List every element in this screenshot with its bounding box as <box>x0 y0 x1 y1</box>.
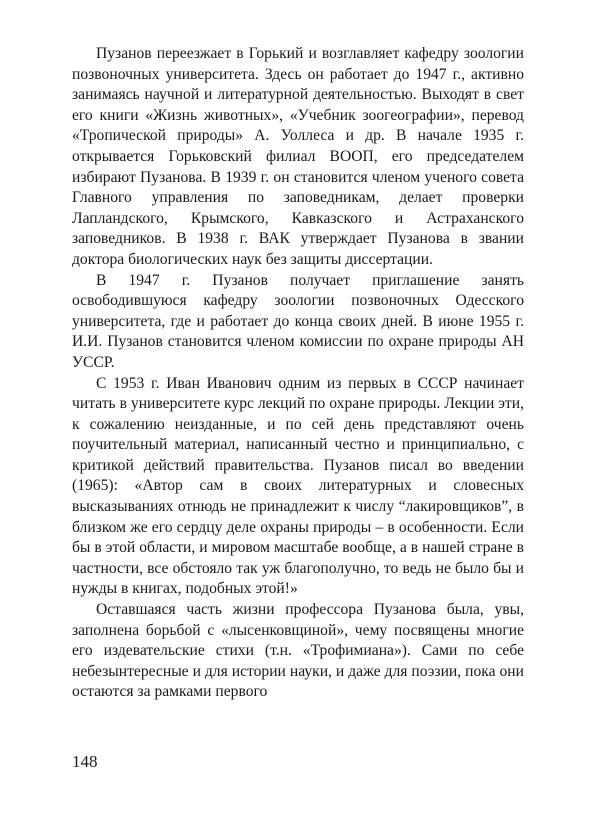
page-number: 148 <box>72 752 98 771</box>
body-text <box>72 44 524 703</box>
paragraph-2: В 1947 г. Пузанов получает приглашение занять освободившуюся кафедру зоологии позвоночных Одесского университета, где и работает до конца своих дней. В июне 1955 г. И.И. Пузанов становится членом комиссии по охране природы АН УССР. <box>72 271 524 371</box>
paragraph-4: Оставшаяся часть жизни профессора Пузанова была, увы, заполнена борьбой с «лысенковщиной», чему посвящены многие его издевательские стихи (т.н. «Трофимиана»). Сами по себе небезынтересные и для истории науки, и даже для поэзии, пока они остаются за рамками первого <box>72 601 524 701</box>
paragraph-3: С 1953 г. Иван Иванович одним из первых в СССР начинает читать в университете курс лекций по охране природы. Лекции эти, к сожалению неизданные, и по сей день представляют очень поучительный материал, написанный честно и принципиально, с критикой действий правительства. Пузанов писал во введении (1965): «Автор сам в своих литературных и словесных высказываниях отнюдь не принадлежит к числу “лакировщиков”, в близком же его сердцу деле охраны природы – в особенности. Если бы в этой области, и мировом масштабе вообще, а в нашей стране в частности, все обстояло так уж благополучно, то ведь не было бы и нужды в книгах, подобных этой!» <box>72 374 524 598</box>
paragraph-1: Пузанов переезжает в Горький и возглавляет кафедру зоологии позвоночных университета. Здесь он работает до 1947 г., активно занимаясь научной и литературной деятельностью. Выходят в свет его книги «Жизнь животных», «Учебник зоогеографии», перевод «Тропической природы» А. Уоллеса и др. В начале 1935 г. открывается Горьковский филиал ВООП, его председателем избирают Пузанова. В 1939 г. он становится членом ученого совета Главного управления по заповедникам, делает проверки Лапландского, Крымского, Кавказского и Астраханского заповедников. В 1938 г. ВАК утверждает Пузанова в звании доктора биологических наук без защиты диссертации. <box>72 45 524 268</box>
